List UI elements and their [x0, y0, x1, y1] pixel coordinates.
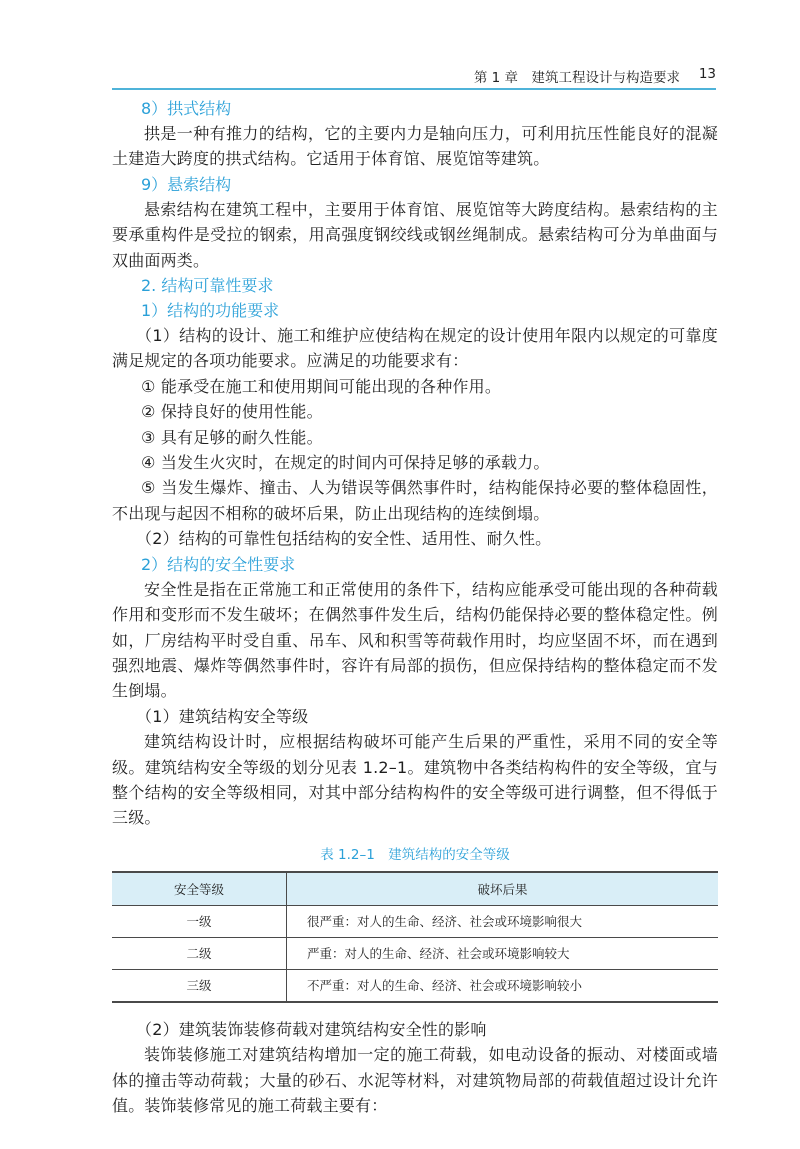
list-item: ② 保持良好的使用性能。 [141, 402, 323, 422]
table-header-cell: 安全等级 [112, 872, 287, 906]
heading-suspension-structure: 9）悬索结构 [141, 174, 232, 194]
table-cell: 不严重：对人的生命、经济、社会或环境影响较小 [287, 969, 719, 1002]
table-cell: 很严重：对人的生命、经济、社会或环境影响很大 [287, 905, 719, 937]
subheading-safety-level: （1）建筑结构安全等级 [136, 706, 309, 726]
paragraph-function-1: （1）结构的设计、施工和维护应使结构在规定的设计使用年限内以规定的可靠度满足规定的各项功能要求。应满足的功能要求有： [112, 326, 718, 371]
page-number: 13 [698, 66, 716, 82]
paragraph-safety-level: 建筑结构设计时，应根据结构破坏可能产生后果的严重性，采用不同的安全等级。建筑结构安全等级的划分见表 1.2–1。建筑物中各类结构构件的安全等级，宜与整个结构的安全等级相同，对其中部分结构构件的安全等级可进行调整，但不得低于三级。 [112, 732, 718, 828]
chapter-title: 第 1 章 建筑工程设计与构造要求 [473, 70, 680, 86]
table-cell: 三级 [112, 969, 287, 1002]
list-item: ① 能承受在施工和使用期间可能出现的各种作用。 [141, 376, 502, 396]
safety-level-table [112, 871, 718, 1003]
header-rule [112, 88, 716, 90]
table-cell: 二级 [112, 937, 287, 969]
subheading-decoration-load: （2）建筑装饰装修荷载对建筑结构安全性的影响 [136, 1019, 487, 1039]
paragraph-safety: 安全性是指在正常施工和正常使用的条件下，结构应能承受可能出现的各种荷载作用和变形而不发生破坏；在偶然事件发生后，结构仍能保持必要的整体稳定性。例如，厂房结构平时受自重、吊车、风和积雪等荷载作用时，均应坚固不坏，而在遇到强烈地震、爆炸等偶然事件时，容许有局部的损伤，但应保持结构的整体稳定而不发生倒塌。 [112, 579, 718, 701]
table-row [112, 969, 718, 1002]
table-row [112, 905, 718, 937]
paragraph-function-2: （2）结构的可靠性包括结构的安全性、适用性、耐久性。 [136, 529, 552, 549]
heading-function-requirements: 1）结构的功能要求 [141, 301, 280, 321]
paragraph-decoration-load: 装饰装修施工对建筑结构增加一定的施工荷载，如电动设备的振动、对楼面或墙体的撞击等动荷载；大量的砂石、水泥等材料，对建筑物局部的荷载值超过设计允许值。装饰装修常见的施工荷载主要有： [112, 1045, 718, 1115]
table-header-cell: 破坏后果 [287, 872, 719, 906]
page-content [112, 96, 718, 1118]
paragraph-arch: 拱是一种有推力的结构，它的主要内力是轴向压力，可利用抗压性能良好的混凝土建造大跨度的拱式结构。它适用于体育馆、展览馆等建筑。 [112, 124, 718, 169]
table-cell: 一级 [112, 905, 287, 937]
table-header-row [112, 872, 718, 906]
table-cell: 严重：对人的生命、经济、社会或环境影响较大 [287, 937, 719, 969]
table-row [112, 937, 718, 969]
list-item: ⑤ 当发生爆炸、撞击、人为错误等偶然事件时，结构能保持必要的整体稳固性，不出现与起因不相称的破坏后果，防止出现结构的连续倒塌。 [112, 478, 718, 523]
page-header [112, 62, 716, 90]
list-item: ④ 当发生火灾时，在规定的时间内可保持足够的承载力。 [141, 453, 550, 473]
heading-safety-requirements: 2）结构的安全性要求 [141, 554, 296, 574]
heading-arch-structure: 8）拱式结构 [141, 99, 232, 118]
table-caption: 表 1.2–1 建筑结构的安全等级 [320, 846, 510, 863]
paragraph-suspension: 悬索结构在建筑工程中，主要用于体育馆、展览馆等大跨度结构。悬索结构的主要承重构件是受拉的钢索，用高强度钢绞线或钢丝绳制成。悬索结构可分为单曲面与双曲面两类。 [112, 199, 718, 270]
list-item: ③ 具有足够的耐久性能。 [141, 427, 323, 447]
heading-reliability: 2. 结构可靠性要求 [141, 276, 274, 296]
